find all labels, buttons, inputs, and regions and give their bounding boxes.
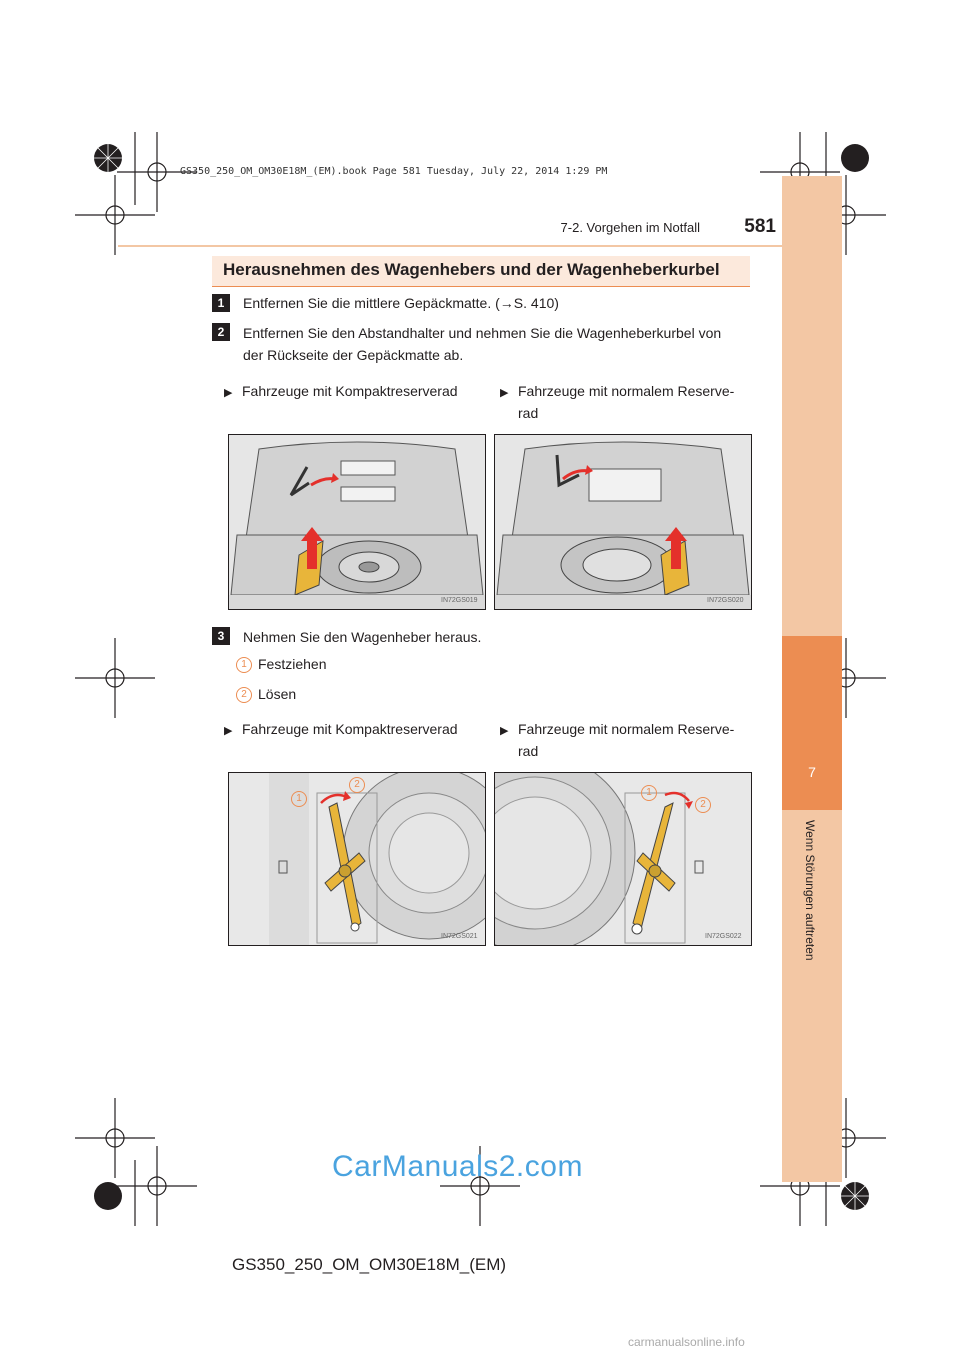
figure-jack-normal (494, 772, 752, 946)
figure-code: IN72GS022 (705, 933, 742, 940)
callout-2-badge: 2 (695, 797, 711, 813)
chapter-title: Wenn Störungen auftreten (803, 820, 817, 961)
header-rule (118, 245, 782, 247)
page-number: 581 (744, 216, 776, 237)
chapter-title-vertical (800, 820, 826, 1020)
triangle-bullet-icon: ▶ (500, 387, 509, 399)
figure-jack-compact (228, 772, 486, 946)
jack-illustration (495, 773, 751, 945)
callout-1-badge: 1 (291, 791, 307, 807)
watermark: CarManuals2.com (332, 1150, 583, 1183)
section-heading-text: Herausnehmen des Wagenhebers und der Wagenheberkurbel (223, 260, 720, 279)
sub-item-loosen: Lösen (258, 686, 297, 702)
section-heading (212, 256, 750, 287)
variant-compact-label: Fahrzeuge mit Kompaktreserverad (242, 383, 458, 399)
callout-1-badge: 1 (641, 785, 657, 801)
variant-compact-label: Fahrzeuge mit Kompaktreserverad (242, 721, 458, 737)
watermark-site: carmanualsonline.info (628, 1335, 745, 1349)
trunk-illustration (495, 435, 751, 609)
variant-normal-label-line2: rad (518, 743, 539, 759)
triangle-bullet-icon: ▶ (224, 725, 233, 737)
trunk-illustration (229, 435, 485, 609)
step-3-badge: 3 (212, 627, 230, 645)
figure-trunk-normal (494, 434, 752, 610)
figure-code: IN72GS021 (441, 933, 478, 940)
triangle-bullet-icon: ▶ (224, 387, 233, 399)
variant-normal-label-line2: rad (518, 405, 539, 421)
chapter-number-tab (782, 636, 842, 810)
jack-illustration (229, 773, 485, 945)
sub-item-tighten: Festziehen (258, 656, 327, 672)
step-3-text: Nehmen Sie den Wagenheber heraus. (243, 629, 482, 645)
book-tag: GS350_250_OM_OM30E18M_(EM).book Page 581 Tuesday, July 22, 2014 1:29 PM (180, 166, 608, 177)
callout-1-badge: 1 (236, 657, 252, 673)
footer-code: GS350_250_OM_OM30E18M_(EM) (232, 1255, 507, 1274)
callout-2-badge: 2 (236, 687, 252, 703)
step-2-text-line2: der Rückseite der Gepäckmatte ab. (243, 347, 464, 363)
figure-code: IN72GS020 (707, 597, 744, 604)
section-title: 7-2. Vorgehen im Notfall (560, 220, 700, 235)
step-2-text-line1: Entfernen Sie den Abstandhalter und nehmen Sie die Wagenheberkurbel von (243, 325, 722, 341)
variant-normal-label-line1: Fahrzeuge mit normalem Reserve- (518, 383, 735, 399)
triangle-bullet-icon: ▶ (500, 725, 509, 737)
step-2-badge: 2 (212, 323, 230, 341)
figure-trunk-compact (228, 434, 486, 610)
figure-code: IN72GS019 (441, 597, 478, 604)
step-1-text: Entfernen Sie die mittlere Gepäckmatte. (→S. 410) (243, 295, 559, 311)
step-1-badge: 1 (212, 294, 230, 312)
callout-2-badge: 2 (349, 777, 365, 793)
variant-normal-label-line1: Fahrzeuge mit normalem Reserve- (518, 721, 735, 737)
chapter-number: 7 (808, 764, 816, 780)
